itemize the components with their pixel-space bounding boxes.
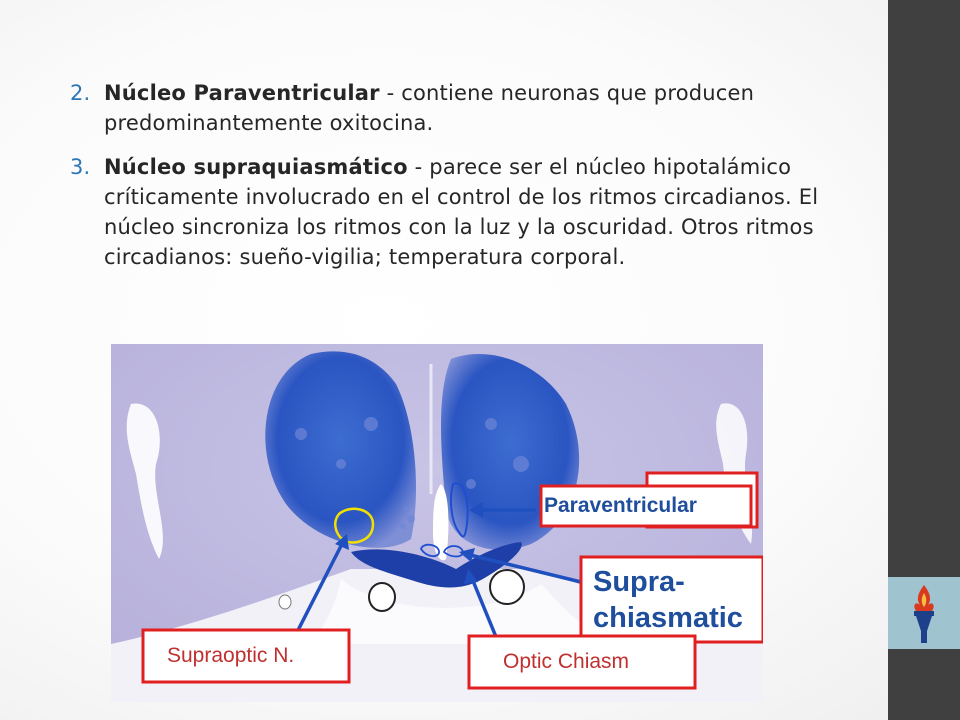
list-number: 3. (70, 155, 91, 179)
bullet-list (60, 78, 820, 286)
list-item (60, 78, 820, 138)
description-suprachiasmatic: - parece ser el núcleo hipotalámico críticamente involucrado en el control de los ritmos circadianos. El núcleo sincroniza los ritmos con la luz y la oscuridad. Otros ritmos circadianos: sueño-vigilia; temperatura corporal. (104, 155, 819, 269)
list-number: 2. (70, 81, 91, 105)
label-paraventricular: Paraventricular (544, 494, 697, 517)
torch-icon (906, 583, 942, 645)
list-item (60, 152, 820, 272)
description-paraventricular: - contiene neuronas que producen predominantemente oxitocina. (104, 81, 755, 135)
term-paraventricular: Núcleo Paraventricular (104, 81, 380, 105)
logo-tile (888, 577, 960, 649)
brain-section-figure (111, 344, 763, 702)
term-suprachiasmatic: Núcleo supraquiasmático (104, 155, 408, 179)
label-suprachiasmatic-1: Supra- (593, 566, 685, 598)
label-suprachiasmatic-2: chiasmatic (593, 602, 743, 634)
label-optic-chiasm: Optic Chiasm (503, 650, 630, 673)
label-supraoptic: Supraoptic N. (167, 644, 295, 667)
